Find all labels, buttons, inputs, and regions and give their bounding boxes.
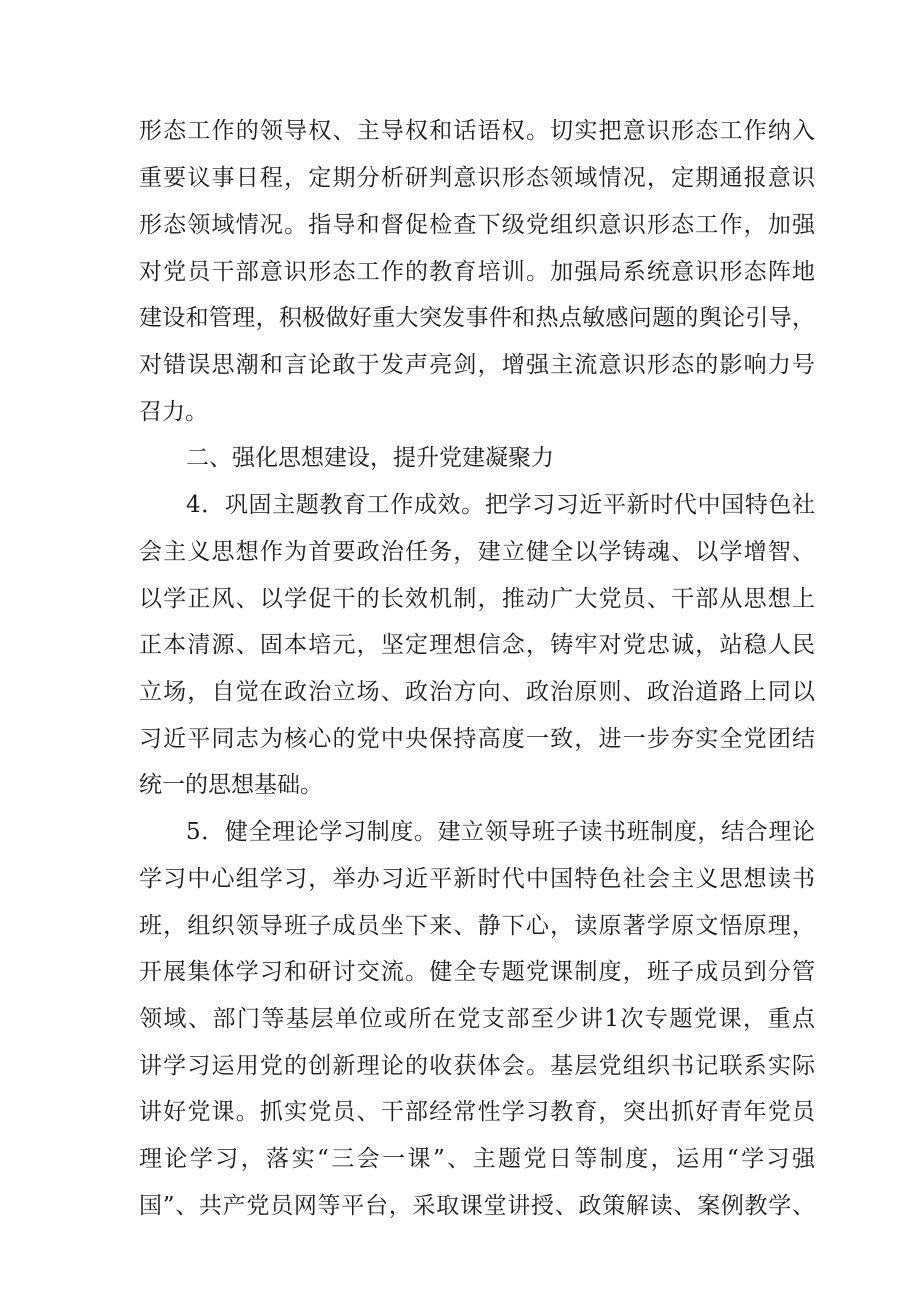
paragraph-line: 统一的思想基础。 xyxy=(139,772,323,798)
paragraph-line: 4．巩固主题教育工作成效。把学习习近平新时代中国特色社 xyxy=(186,492,815,518)
paragraph-line: 学习中心组学习，举办习近平新时代中国特色社会主义思想读书 xyxy=(139,866,815,892)
paragraph-line: 重要议事日程，定期分析研判意识形态领域情况，定期通报意识 xyxy=(139,165,815,191)
paragraph-line: 立场，自觉在政治立场、政治方向、政治原则、政治道路上同以 xyxy=(139,679,815,705)
paragraph-line: 会主义思想作为首要政治任务，建立健全以学铸魂、以学增智、 xyxy=(139,539,815,565)
paragraph-line: 建设和管理，积极做好重大突发事件和热点敏感问题的舆论引导， xyxy=(139,305,815,331)
paragraph-line: 以学正风、以学促干的长效机制，推动广大党员、干部从思想上 xyxy=(139,586,815,612)
paragraph-line: 召力。 xyxy=(139,399,208,425)
paragraph-line: 形态工作的领导权、主导权和话语权。切实把意识形态工作纳入 xyxy=(139,118,815,144)
paragraph-line: 讲好党课。抓实党员、干部经常性学习教育，突出抓好青年党员 xyxy=(139,1099,815,1125)
paragraph-line: 形态领域情况。指导和督促检查下级党组织意识形态工作，加强 xyxy=(139,212,815,238)
paragraph-line: 5．健全理论学习制度。建立领导班子读书班制度，结合理论 xyxy=(186,819,815,845)
paragraph-line: 对党员干部意识形态工作的教育培训。加强局系统意识形态阵地 xyxy=(139,259,815,285)
paragraph-line: 理论学习，落实“三会一课”、主题党日等制度，运用“学习强 xyxy=(139,1146,815,1172)
paragraph-line: 对错误思潮和言论敢于发声亮剑，增强主流意识形态的影响力号 xyxy=(139,352,815,378)
paragraph-line: 习近平同志为核心的党中央保持高度一致，进一步夯实全党团结 xyxy=(139,726,815,752)
paragraph-line: 正本清源、固本培元，坚定理想信念，铸牢对党忠诚，站稳人民 xyxy=(139,632,815,658)
paragraph-line: 国”、共产党员网等平台，采取课堂讲授、政策解读、案例教学、 xyxy=(139,1193,815,1219)
paragraph-line: 开展集体学习和研讨交流。健全专题党课制度，班子成员到分管 xyxy=(139,959,815,985)
paragraph-line: 班，组织领导班子成员坐下来、静下心，读原著学原文悟原理， xyxy=(139,913,815,939)
paragraph-line: 讲学习运用党的创新理论的收获体会。基层党组织书记联系实际 xyxy=(139,1053,815,1079)
section-heading: 二、强化思想建设，提升党建凝聚力 xyxy=(186,445,554,471)
paragraph-line: 领域、部门等基层单位或所在党支部至少讲1次专题党课，重点 xyxy=(139,1006,815,1032)
